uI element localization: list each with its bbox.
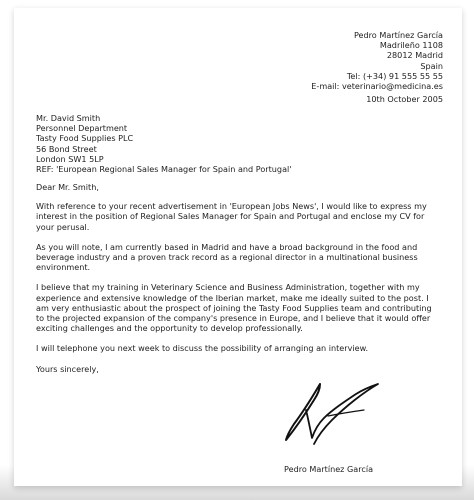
body-paragraph-3: I believe that my training in Veterinary Science and Business Administration, together with my experience and extensive knowledge of the Iberian market, make me ideally suited to the post. I am very enthusiastic about the prospect of joining the Tasty Food Supplies team and contributing to the projected expansion of the company's presence in Europe, and I believe that it would offer exciting challenges and the opportunity to develop professionally. <box>36 282 432 334</box>
recipient-street: 56 Bond Street <box>36 143 97 154</box>
body-paragraph-1: With reference to your recent advertisement in 'European Jobs News', I would like to express my interest in the position of Regional Sales Manager for Spain and Portugal and enclose my CV for your perusal. <box>36 201 427 232</box>
signed-name: Pedro Martínez García <box>284 464 374 474</box>
recipient-city-postcode: London SW1 5LP <box>36 153 104 164</box>
letter-body <box>36 182 441 384</box>
recipient-name: Mr. David Smith <box>36 113 101 123</box>
letter-date: 10th October 2005 <box>366 94 443 104</box>
sender-street: Madrileño 1108 <box>379 40 443 51</box>
sender-name: Pedro Martínez García <box>353 30 443 40</box>
closing: Yours sincerely, <box>36 363 99 374</box>
recipient-address-block <box>36 113 292 174</box>
body-paragraph-4: I will telephone you next week to discuss the possibility of arranging an interview. <box>36 343 369 354</box>
recipient-company: Tasty Food Supplies PLC <box>36 133 134 144</box>
recipient-department: Personnel Department <box>36 123 128 134</box>
signature-icon <box>284 380 380 448</box>
letter-sheet <box>14 8 462 486</box>
salutation: Dear Mr. Smith, <box>36 182 99 192</box>
body-paragraph-2: As you will note, I am currently based in Madrid and have a broad background in the food and beverage industry and a proven track record as a regional director in a multinational business environment. <box>36 241 418 273</box>
sender-email: E-mail: veterinario@medicina.es <box>311 81 443 92</box>
reference-line: REF: 'European Regional Sales Manager for Spain and Portugal' <box>36 164 292 175</box>
sender-postcode-city: 28012 Madrid <box>386 50 443 61</box>
sender-telephone: Tel: (+34) 91 555 55 55 <box>346 70 443 81</box>
sender-address-block <box>311 30 443 91</box>
sender-country: Spain <box>420 60 443 71</box>
